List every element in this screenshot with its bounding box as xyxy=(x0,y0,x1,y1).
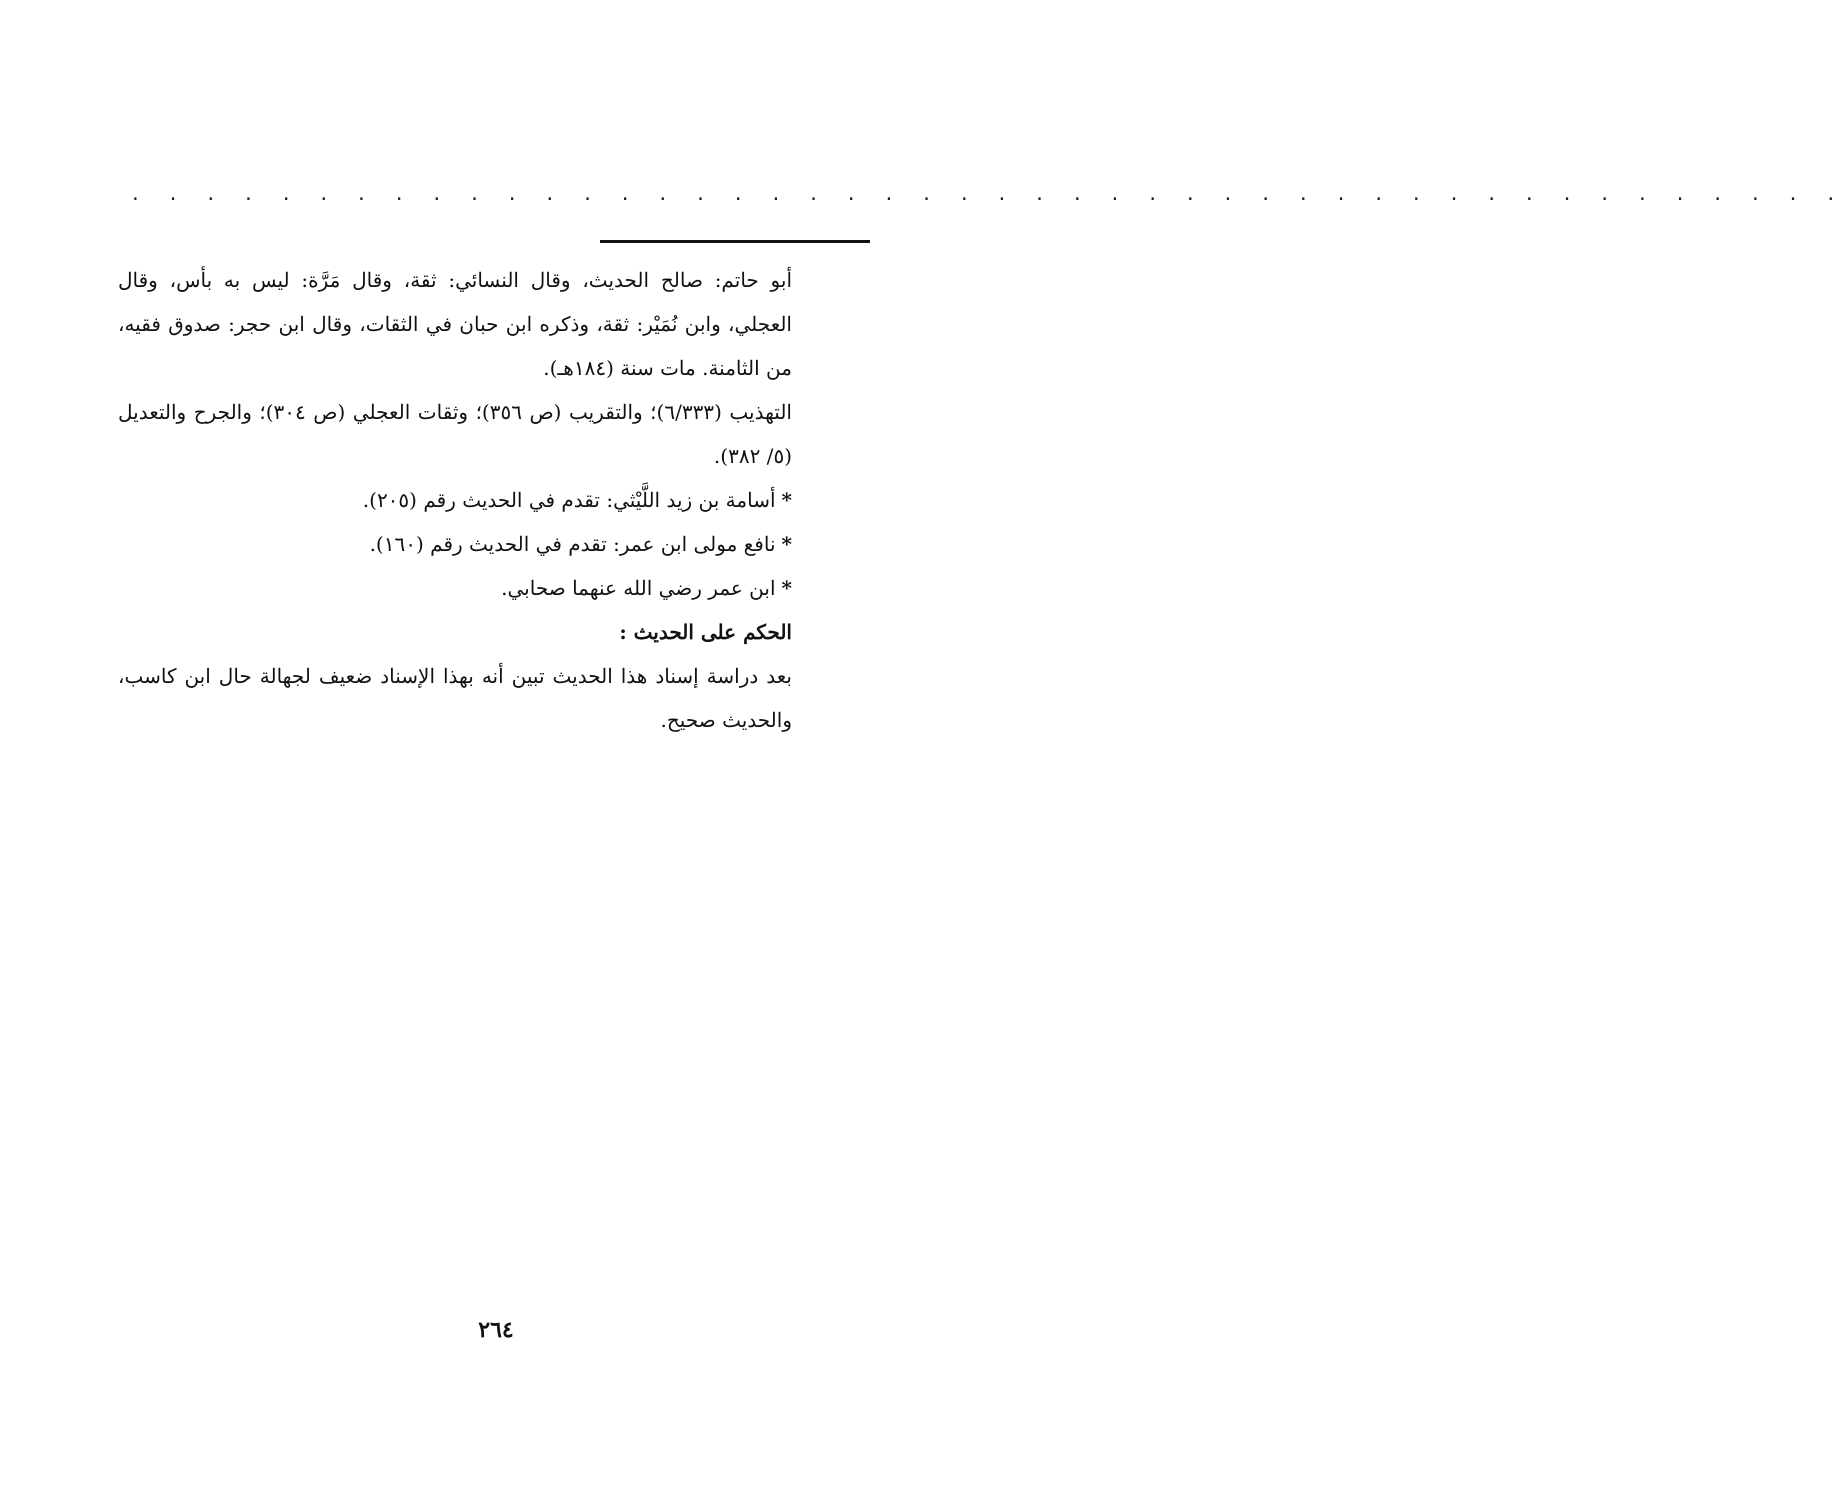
bullet-star-icon: * xyxy=(781,532,792,556)
narrator-entry xyxy=(118,522,792,566)
dotted-separator: . . . . . . . . . . . . . . . . . . . . . . . . . . . . . . . . . . . . . . . . . . . . . . xyxy=(130,184,1844,205)
narrator-entry-text: ابن عمر رضي الله عنهما صحابي. xyxy=(501,576,776,600)
narrator-entry-text: نافع مولى ابن عمر: تقدم في الحديث رقم (١٦٠). xyxy=(369,532,776,556)
narrator-entry-text: أسامة بن زيد اللَّيْثي: تقدم في الحديث رقم (٢٠٥). xyxy=(362,488,776,512)
bullet-star-icon: * xyxy=(781,576,792,600)
ruling-heading: الحكم على الحديث : xyxy=(619,620,792,644)
narrator-entry xyxy=(118,566,792,610)
sources-paragraph: التهذيب (٦/٣٣٣)؛ والتقريب (ص ٣٥٦)؛ وثقات العجلي (ص ٣٠٤)؛ والجرح والتعديل (٥/ ٣٨٢). xyxy=(118,400,792,468)
narrator-entry xyxy=(118,478,792,522)
footnote-rule xyxy=(600,240,870,243)
bullet-star-icon: * xyxy=(781,488,792,512)
ruling-text: بعد دراسة إسناد هذا الحديث تبين أنه بهذا الإسناد ضعيف لجهالة حال ابن كاسب، والحديث صحيح. xyxy=(118,664,792,732)
narrator-assessment-paragraph: أبو حاتم: صالح الحديث، وقال النسائي: ثقة، وقال مَرَّة: ليس به بأس، وقال العجلي، وابن نُمَيْر: ثقة، وذكره ابن حبان في الثقات، وقال ابن حجر: صدوق فقيه، من الثامنة. مات سنة (١٨٤هـ). xyxy=(118,268,792,380)
page-number: ٢٦٤ xyxy=(478,1317,514,1343)
body-text xyxy=(118,258,792,742)
